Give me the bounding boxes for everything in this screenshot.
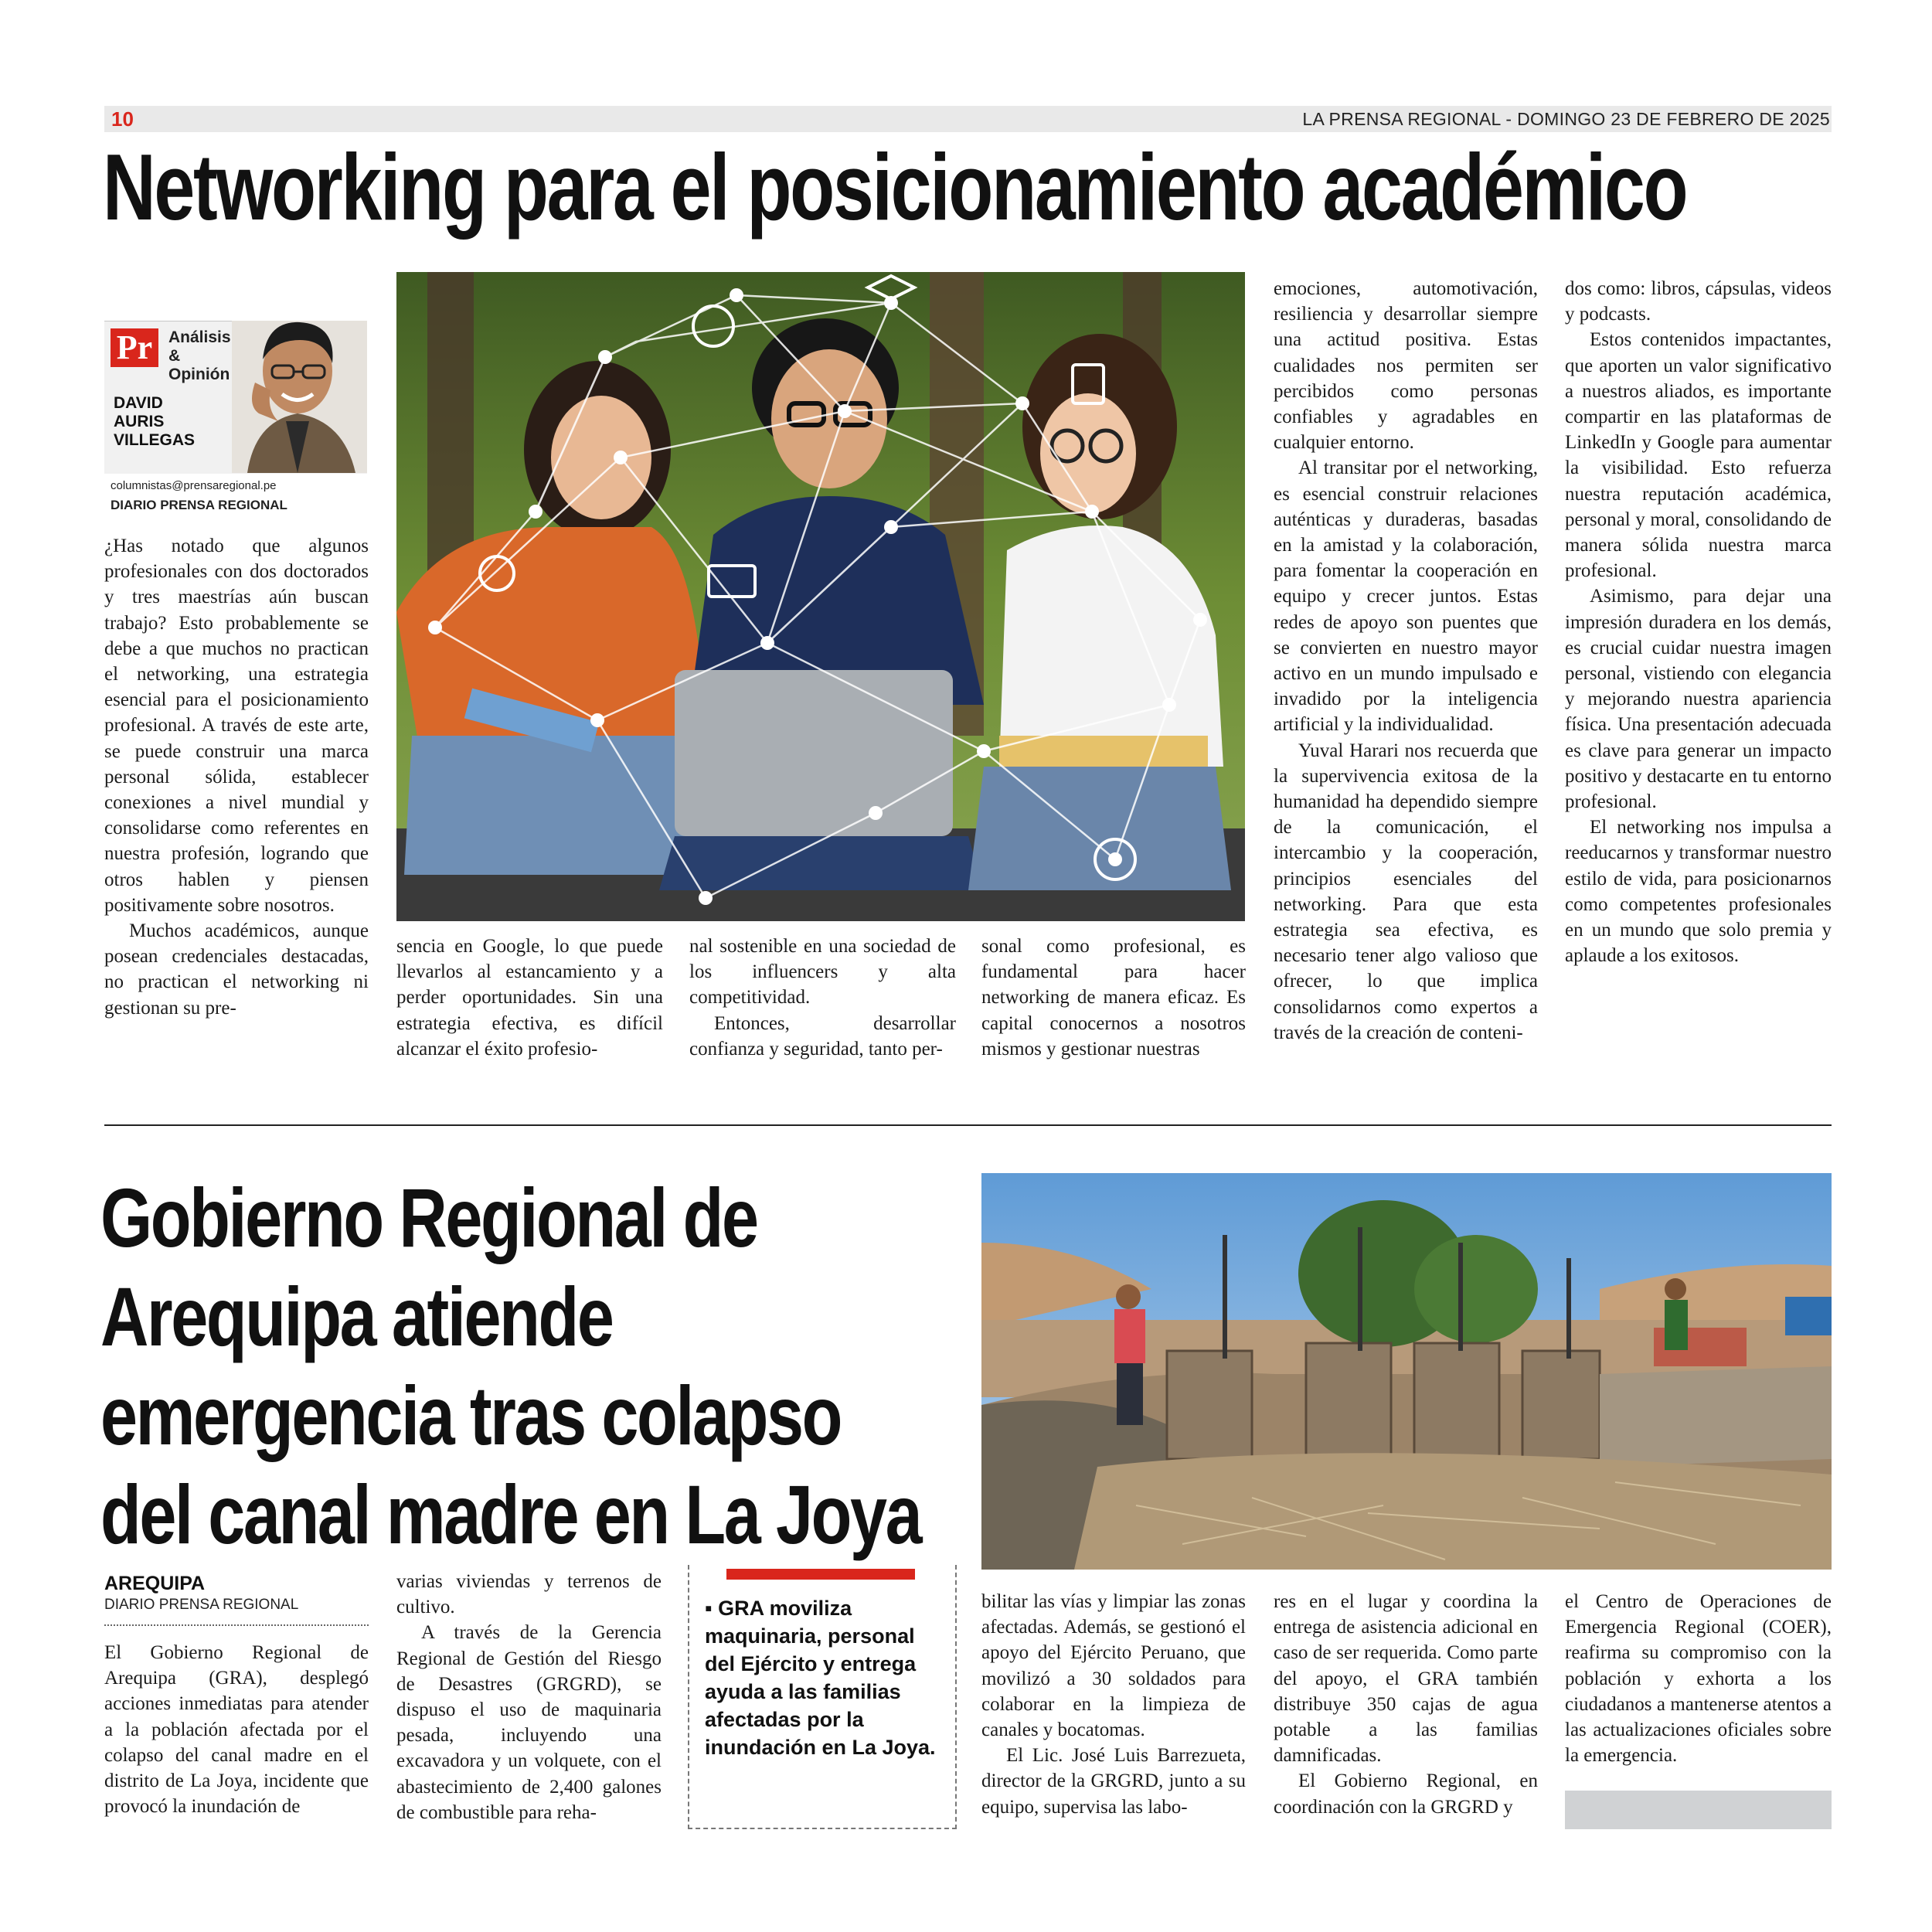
article1-column-5: emociones, automotivación, resiliencia y desarrollar siempre una actitud positiva. Estas cualidades nos permiten ser percibidos como personas confiables y agradables en cualquier entorno. Al transitar por el networking, es esencial construir relaciones auténticas y duraderas, basadas en la amistad y la colaboración, para fomentar la cooperación en equipo y crecer juntos. Estas redes de apoyo son puentes que se convierten en nuestro mayor activo en un mundo impulsado e invadido por la inteligencia artificial y la individualidad. Yuval Harari nos recuerda que la supervivencia exitosa de la humanidad ha dependido siempre de la comunicación, el intercambio y la cooperación, principios esenciales del networking. Para que esta estrategia sea efectiva, es necesario tener algo valioso que ofrecer, lo que implica consolidarnos como expertos a través de la creación de conteni- xyxy=(1274,278,1538,1043)
article2-headline: Gobierno Regional de Arequipa atiende emergencia tras colapso del canal madre en La Joya xyxy=(100,1171,921,1561)
footer-gray-block xyxy=(1565,1791,1832,1829)
author-name: DAVID AURIS VILLEGAS xyxy=(114,394,196,449)
article2-column-5: res en el lugar y coordina la entrega de asistencia adicional en caso de ser requerida. Como parte del apoyo, el GRA también distribuye 350 cajas de agua potable a las familias damnificadas. El Gobierno Regional, en coordinación con la GRGRD y xyxy=(1274,1591,1538,1818)
article1-column-1: ¿Has notado que algunos profesionales con dos doctorados y tres maestrías aún buscan trabajo? Esto probablemente se debe a que muchos no practican el networking, una estrategia esencial para el posicionamiento profesional. A través de este arte, se puede construir una marca personal sólida, establecer conexiones a nivel mundial y consolidarse como referentes en nuestra profesión, logrando que otros hablen y piensen positivamente sobre nosotros. Muchos académicos, aunque posean credenciales destacadas, no practican el networking ni gestionan su pre- xyxy=(104,536,369,1019)
kicker-divider xyxy=(104,1624,369,1626)
outlet-name: DIARIO PRENSA REGIONAL xyxy=(111,498,287,512)
callout-accent-bar xyxy=(726,1569,915,1580)
article2-column-1: El Gobierno Regional de Arequipa (GRA), desplegó acciones inmediatas para atender a la población afectada por el colapso del canal madre en el distrito de La Joya, incidente que provocó la inundación de xyxy=(104,1642,369,1818)
article2-kicker: AREQUIPA xyxy=(104,1573,206,1594)
prensa-logo: Pr xyxy=(111,328,158,367)
section-label: Análisis & Opinión xyxy=(168,328,231,383)
students-networking-photo xyxy=(396,272,1245,921)
article1-headline: Networking para el posicionamiento académico xyxy=(103,134,1687,240)
canal-collapse-photo xyxy=(981,1173,1832,1570)
author-photo xyxy=(232,298,367,473)
article1-column-2: sencia en Google, lo que puede llevarlos al estancamiento y a perder oportunidades. Sin una estrategia efectiva, es difícil alcanzar el éxito profesio- xyxy=(396,936,663,1060)
article2-column-2: varias viviendas y terrenos de cultivo. A través de la Gerencia Regional de Gestión del Riesgo de Desastres (GRGRD), se dispuso el uso de maquinaria pesada, incluyendo una excavadora y un volquete, con el abastecimiento de 2,400 galones de combustible para reha- xyxy=(396,1571,662,1823)
article2-kicker-sub: DIARIO PRENSA REGIONAL xyxy=(104,1597,299,1613)
dateline: LA PRENSA REGIONAL - DOMINGO 23 DE FEBRERO DE 2025 xyxy=(1302,109,1830,129)
article1-column-4: sonal como profesional, es fundamental para hacer networking de manera eficaz. Es capital conocernos a nosotros mismos y gestionar nuestras xyxy=(981,936,1246,1060)
author-email: columnistas@prensaregional.pe xyxy=(111,479,277,492)
section-divider xyxy=(104,1124,1832,1126)
article2-column-6: el Centro de Operaciones de Emergencia Regional (COER), reafirma su compromiso con la población y exhorta a los ciudadanos a mantenerse atentos a las actualizaciones oficiales sobre la emergencia. xyxy=(1565,1591,1832,1767)
page-number: 10 xyxy=(111,107,134,131)
callout-text: ▪ GRA moviliza maquinaria, personal del Ejército y entrega ayuda a las familias afectadas por la inundación en La Joya. xyxy=(705,1597,936,1759)
article1-column-3: nal sostenible en una sociedad de los influencers y alta competitividad. Entonces, desarrollar confianza y seguridad, tanto per- xyxy=(689,936,956,1060)
article2-column-4: bilitar las vías y limpiar las zonas afectadas. Además, se gestionó el apoyo del Ejército Peruano, que movilizó a 30 soldados para colaborar en la limpieza de canales y bocatomas. El Lic. José Luis Barrezueta, director de la GRGRD, junto a su equipo, supervisa las labo- xyxy=(981,1591,1246,1818)
article1-column-6: dos como: libros, cápsulas, videos y podcasts. Estos contenidos impactantes, que aporten un valor significativo a nuestros aliados, es importante compartir en las plataformas de LinkedIn y Google para aumentar la visibilidad. Esto refuerza nuestra reputación académica, personal y moral, consolidando de manera sólida nuestra marca profesional. Asimismo, para dejar una impresión duradera en los demás, es crucial cuidar nuestra imagen personal, vistiendo con elegancia y mejorando nuestra apariencia física. Una presentación adecuada es clave para generar un impacto positivo y destacarte en tu entorno profesional. El networking nos impulsa a reeducarnos y transformar nuestro estilo de vida, para posicionarnos como competentes profesionales en un mundo que solo premia y aplaude a los exitosos. xyxy=(1565,278,1832,967)
